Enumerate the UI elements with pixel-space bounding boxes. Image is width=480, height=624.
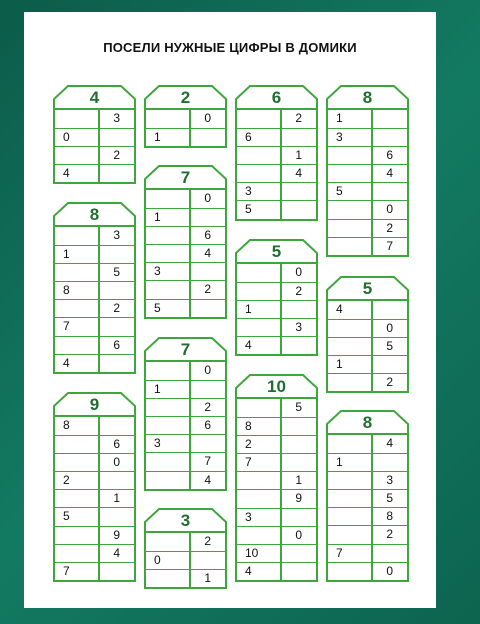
left-cell[interactable] [146,110,189,128]
right-cell[interactable]: 2 [371,220,408,237]
right-cell[interactable]: 2 [98,147,135,164]
house-row [146,128,225,146]
house-row [146,208,225,226]
left-cell[interactable] [55,147,98,164]
house-row [328,164,407,182]
right-cell[interactable]: 0 [371,563,408,580]
left-cell[interactable]: 1 [336,111,343,125]
right-cell[interactable]: 0 [189,110,226,128]
house-grid [53,108,136,184]
house-row [55,263,134,281]
left-cell[interactable]: 4 [245,563,252,578]
house-row [55,544,134,562]
house-row [146,190,225,208]
right-cell[interactable]: 6 [98,337,135,354]
house-row [237,318,316,336]
left-cell[interactable] [237,283,280,300]
left-cell[interactable]: 1 [63,247,70,262]
right-cell[interactable] [98,129,135,146]
left-cell[interactable] [146,533,189,551]
right-cell[interactable]: 3 [98,110,135,128]
house-row [328,562,407,580]
left-cell[interactable] [237,399,280,417]
right-cell[interactable]: 0 [371,201,408,218]
house-row [146,362,225,380]
right-cell[interactable] [98,508,135,525]
left-cell[interactable]: 6 [245,130,252,145]
left-cell[interactable] [146,570,189,587]
left-cell[interactable]: 4 [245,338,252,353]
left-cell[interactable] [328,165,371,182]
house-row [55,507,134,525]
right-cell[interactable] [189,209,226,226]
house-row [237,453,316,471]
house-grid [144,188,227,319]
right-cell[interactable] [371,129,408,146]
left-cell[interactable] [237,110,280,128]
house-row [328,200,407,218]
house-row [328,219,407,237]
left-cell[interactable] [328,526,371,543]
right-cell[interactable]: 2 [371,374,408,391]
house-row [328,337,407,355]
right-cell[interactable] [98,563,135,580]
house-row [146,299,225,317]
left-cell[interactable] [146,399,189,416]
house-number: 6 [271,88,282,107]
right-cell[interactable]: 4 [371,435,408,453]
house-number: 2 [180,88,191,107]
right-cell[interactable]: 2 [280,110,317,128]
house-row [55,164,134,182]
right-cell[interactable] [189,381,226,398]
house-row [146,551,225,569]
left-cell[interactable]: 7 [63,319,70,334]
house-row [237,300,316,318]
right-cell[interactable]: 4 [371,165,408,182]
house-row [328,355,407,373]
house-row [237,417,316,435]
right-cell[interactable]: 0 [189,362,226,380]
left-cell[interactable]: 0 [63,130,70,145]
left-cell[interactable] [55,110,98,128]
left-cell[interactable] [237,472,280,489]
left-cell[interactable]: 3 [245,509,252,524]
right-cell[interactable]: 3 [371,472,408,489]
left-cell[interactable]: 5 [336,184,343,199]
house-row [237,164,316,182]
right-cell[interactable] [280,436,317,453]
house-number: 5 [362,279,373,298]
house-row [237,435,316,453]
left-cell[interactable]: 4 [336,302,343,316]
right-cell[interactable]: 5 [98,264,135,281]
house-row [55,245,134,263]
house-row [328,507,407,525]
house-row [237,544,316,562]
left-cell[interactable]: 1 [336,357,343,372]
house-number: 9 [89,395,100,414]
house-row [146,110,225,128]
left-cell[interactable]: 7 [63,563,70,578]
right-cell[interactable] [280,454,317,471]
left-cell[interactable]: 7 [336,545,343,560]
house-number: 8 [89,205,100,224]
left-cell[interactable] [328,435,371,453]
right-cell[interactable]: 6 [189,227,226,244]
left-cell[interactable] [237,264,280,282]
right-cell[interactable]: 6 [189,417,226,434]
house-grid [326,433,409,582]
house-row [328,301,407,319]
house-row [55,354,134,372]
house-row [146,452,225,470]
left-cell[interactable] [55,337,98,354]
left-cell[interactable]: 5 [154,300,161,315]
left-cell[interactable]: 5 [245,202,252,217]
left-cell[interactable] [55,227,98,245]
house-row [237,182,316,200]
house-grid [53,415,136,582]
house-row [55,526,134,544]
right-cell[interactable] [189,435,226,452]
left-cell[interactable] [237,165,280,182]
left-cell[interactable] [146,281,189,298]
left-cell[interactable]: 7 [245,455,252,470]
house-row [146,471,225,489]
left-cell[interactable] [146,190,189,208]
house-row [146,380,225,398]
house-row [55,562,134,580]
right-cell[interactable]: 8 [371,508,408,525]
house-row [55,146,134,164]
left-cell[interactable] [55,490,98,507]
right-cell[interactable]: 0 [98,454,135,471]
house-row [237,128,316,146]
left-cell[interactable] [55,527,98,544]
right-cell[interactable]: 4 [189,245,226,262]
house-number: 3 [180,511,191,530]
left-cell[interactable] [237,490,280,507]
house-row [55,453,134,471]
right-cell[interactable]: 0 [280,527,317,544]
right-cell[interactable]: 0 [371,320,408,337]
left-cell[interactable] [55,436,98,453]
left-cell[interactable] [328,320,371,337]
right-cell[interactable]: 0 [189,190,226,208]
house-row [146,398,225,416]
house-row [55,128,134,146]
house-row [55,299,134,317]
house-row [146,416,225,434]
house-row [237,399,316,417]
house-row [328,453,407,471]
right-cell[interactable] [371,183,408,200]
left-cell[interactable] [146,472,189,489]
left-cell[interactable] [55,454,98,471]
house-row [328,544,407,562]
right-cell[interactable] [189,552,226,569]
left-cell[interactable]: 3 [245,184,252,199]
left-cell[interactable] [237,527,280,544]
house-row [328,237,407,255]
worksheet [24,12,436,608]
left-cell[interactable]: 3 [336,130,343,145]
right-cell[interactable]: 6 [371,147,408,164]
right-cell[interactable]: 3 [98,227,135,245]
left-cell[interactable] [55,545,98,562]
house-row [237,282,316,300]
right-cell[interactable]: 9 [98,527,135,544]
house-row [328,435,407,453]
left-cell[interactable]: 1 [154,210,161,225]
house-row [237,264,316,282]
house-row [146,226,225,244]
left-cell[interactable] [328,201,371,218]
right-cell[interactable]: 6 [98,436,135,453]
right-cell[interactable] [280,183,317,200]
house-row [237,562,316,580]
left-cell[interactable] [328,374,371,391]
house-number: 7 [180,340,191,359]
house-row [55,336,134,354]
right-cell[interactable] [280,129,317,146]
right-cell[interactable] [189,129,226,146]
left-cell[interactable]: 8 [245,419,252,434]
right-cell[interactable] [371,454,408,471]
house-row [328,319,407,337]
left-cell[interactable] [146,362,189,380]
house-row [328,471,407,489]
right-cell[interactable] [371,110,408,128]
house-grid [326,108,409,257]
house-grid [144,108,227,148]
left-cell[interactable]: 4 [63,355,70,370]
house-number: 4 [89,88,100,107]
house-grid [326,299,409,393]
left-cell[interactable]: 3 [154,436,161,451]
right-cell[interactable]: 4 [98,545,135,562]
right-cell[interactable]: 3 [280,319,317,336]
right-cell[interactable] [280,418,317,435]
house-row [328,525,407,543]
right-cell[interactable]: 1 [280,472,317,489]
house-row [55,227,134,245]
house-row [328,373,407,391]
house-row [55,317,134,335]
right-cell[interactable] [280,201,317,218]
left-cell[interactable] [328,147,371,164]
left-cell[interactable] [146,417,189,434]
house-row [55,281,134,299]
house-row [328,128,407,146]
right-cell[interactable] [98,165,135,182]
left-cell[interactable]: 10 [245,545,259,560]
house-row [146,533,225,551]
right-cell[interactable]: 5 [371,338,408,355]
house-row [328,146,407,164]
left-cell[interactable] [237,147,280,164]
house-grid [235,108,318,221]
house-row [237,508,316,526]
right-cell[interactable]: 5 [280,399,317,417]
left-cell[interactable] [328,490,371,507]
right-cell[interactable]: 1 [98,490,135,507]
right-cell[interactable] [371,545,408,562]
right-cell[interactable]: 2 [189,533,226,551]
left-cell[interactable]: 1 [336,455,343,470]
left-cell[interactable]: 1 [245,302,252,317]
left-cell[interactable]: 1 [154,130,161,145]
left-cell[interactable] [328,220,371,237]
house-grid [235,397,318,582]
house-grid [144,531,227,589]
left-cell[interactable] [55,264,98,281]
left-cell[interactable] [328,238,371,255]
house-row [328,110,407,128]
house-number: 8 [362,413,373,432]
right-cell[interactable] [371,356,408,373]
house-row [328,182,407,200]
left-cell[interactable]: 2 [63,473,70,488]
right-cell[interactable] [280,337,317,354]
house-row [55,489,134,507]
right-cell[interactable] [98,246,135,263]
right-cell[interactable] [98,318,135,335]
house-row [55,435,134,453]
right-cell[interactable]: 0 [280,264,317,282]
left-cell[interactable]: 3 [154,264,161,279]
house-row [237,146,316,164]
house-row [237,336,316,354]
right-cell[interactable] [98,417,135,435]
left-cell[interactable]: 4 [63,166,70,181]
right-cell[interactable] [189,300,226,317]
house-row [237,110,316,128]
left-cell[interactable]: 8 [63,418,70,432]
left-cell[interactable]: 1 [154,382,161,397]
worksheet-title: ПОСЕЛИ НУЖНЫЕ ЦИФРЫ В ДОМИКИ [103,40,357,55]
right-cell[interactable] [280,545,317,562]
left-cell[interactable] [237,319,280,336]
right-cell[interactable]: 7 [189,453,226,470]
house-grid [235,262,318,356]
right-cell[interactable] [280,509,317,526]
left-cell[interactable] [55,300,98,317]
left-cell[interactable] [146,453,189,470]
left-cell[interactable] [146,245,189,262]
right-cell[interactable]: 4 [280,165,317,182]
right-cell[interactable] [280,301,317,318]
house-row [237,471,316,489]
house-row [55,110,134,128]
left-cell[interactable] [328,508,371,525]
right-cell[interactable] [98,282,135,299]
right-cell[interactable]: 2 [189,399,226,416]
house-row [237,200,316,218]
left-cell[interactable] [328,472,371,489]
right-cell[interactable]: 2 [371,526,408,543]
right-cell[interactable] [98,472,135,489]
left-cell[interactable] [146,227,189,244]
house-row [55,417,134,435]
house-row [237,526,316,544]
right-cell[interactable] [280,563,317,580]
left-cell[interactable] [328,563,371,580]
left-cell[interactable]: 2 [245,437,252,452]
right-cell[interactable]: 1 [280,147,317,164]
right-cell[interactable]: 4 [189,472,226,489]
left-cell[interactable]: 5 [63,509,70,524]
left-cell[interactable] [328,338,371,355]
right-cell[interactable]: 1 [189,570,226,587]
right-cell[interactable] [189,263,226,280]
house-number: 7 [180,168,191,187]
right-cell[interactable]: 2 [280,283,317,300]
house-number: 8 [362,88,373,107]
house-row [146,262,225,280]
left-cell[interactable]: 8 [63,283,70,298]
right-cell[interactable]: 5 [371,490,408,507]
house-row [237,489,316,507]
house-row [146,280,225,298]
house-row [146,244,225,262]
house-row [146,434,225,452]
right-cell[interactable]: 9 [280,490,317,507]
right-cell[interactable]: 7 [371,238,408,255]
right-cell[interactable]: 2 [189,281,226,298]
right-cell[interactable]: 2 [98,300,135,317]
house-number: 10 [267,377,286,396]
house-row [55,471,134,489]
house-grid [144,360,227,491]
house-row [328,489,407,507]
right-cell[interactable] [98,355,135,372]
house-number: 5 [271,242,282,261]
right-cell[interactable] [371,301,408,319]
left-cell[interactable]: 0 [154,553,161,568]
house-grid [53,225,136,374]
house-row [146,569,225,587]
